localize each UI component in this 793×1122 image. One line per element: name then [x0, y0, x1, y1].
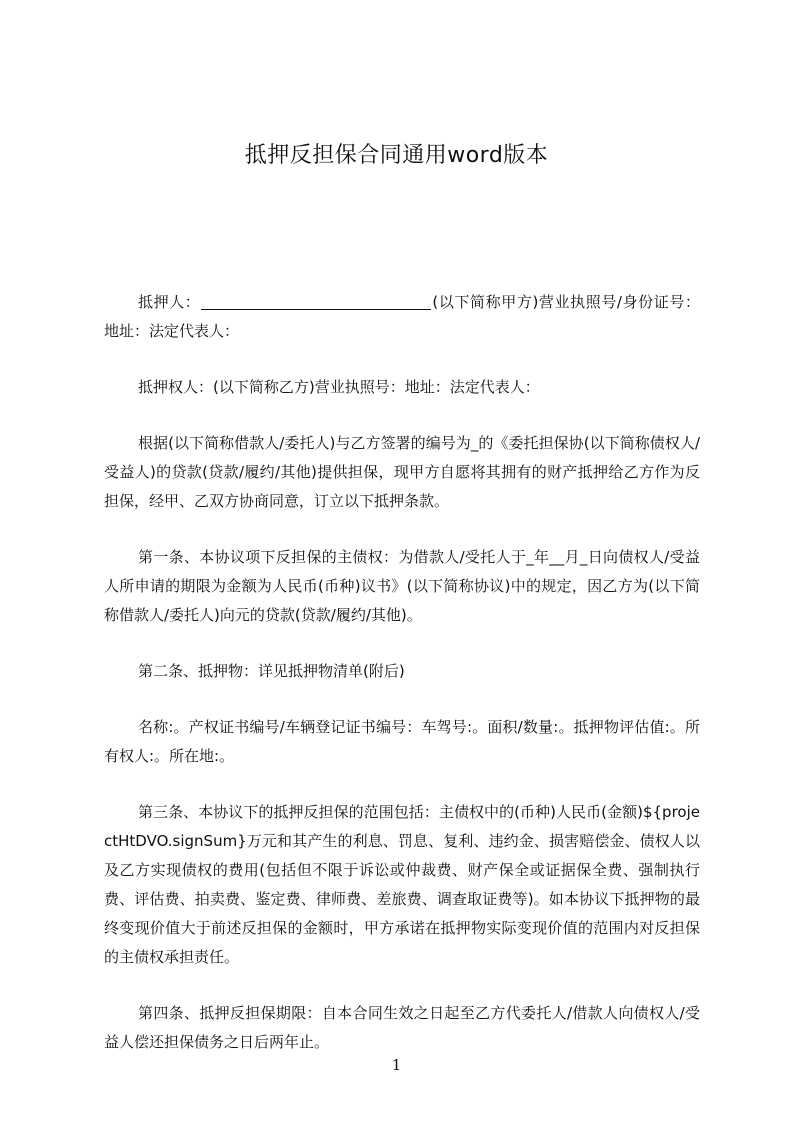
- page-number: 1: [391, 1056, 402, 1074]
- paragraph-article-1: 第一条、本协议项下反担保的主债权：为借款人/受托人于_年__月_日向债权人/受益人所申请的期限为金额为人民币(币种)议书》(以下简称协议)中的规定，因乙方为(以下简称借款人/委托人)向元的贷款(贷款/履约/其他)。: [104, 548, 700, 624]
- paragraph-article-3: 第三条、本协议下的抵押反担保的范围包括：主债权中的(币种)人民币(金额)${projectHtDVO.signSum}万元和其产生的利息、罚息、复利、违约金、损害赔偿金、债权人以及乙方实现债权的费用(包括但不限于诉讼或仲裁费、财产保全或证据保全费、强制执行费、评估费、拍卖费、鉴定费、律师费、差旅费、调查取证费等)。如本协议下抵押物的最终变现价值大于前述反担保的金额时，甲方承诺在抵押物实际变现价值的范围内对反担保的主债权承担责任。: [104, 803, 700, 966]
- paragraph-mortgagor: [104, 288, 700, 346]
- paragraph-mortgagee: 抵押权人：(以下简称乙方)营业执照号：地址：法定代表人：: [138, 378, 540, 396]
- mortgagor-label: 抵押人：: [138, 293, 201, 311]
- document-title: 抵押反担保合同通用word版本: [244, 143, 549, 168]
- paragraph-preamble: 根据(以下简称借款人/委托人)与乙方签署的编号为_的《委托担保协(以下简称债权人/受益人)的贷款(贷款/履约/其他)提供担保，现甲方自愿将其拥有的财产抵押给乙方作为反担保，经甲、乙双方协商同意，订立以下抵押条款。: [104, 434, 700, 510]
- paragraph-collateral-details: 名称:。产权证书编号/车辆登记证书编号：车驾号:。面积/数量:。抵押物评估值:。所有权人:。所在地:。: [104, 718, 700, 765]
- paragraph-article-4: 第四条、抵押反担保期限：自本合同生效之日起至乙方代委托人/借款人向债权人/受益人偿还担保债务之日后两年止。: [104, 1004, 700, 1051]
- paragraph-article-2: 第二条、抵押物：详见抵押物清单(附后): [138, 662, 405, 680]
- mortgagor-details: (以下简称甲方)营业执照号/身份证号：地址：法定代表人：: [104, 293, 700, 340]
- document-body: [104, 288, 700, 1084]
- mortgagor-name-blank: [201, 291, 431, 310]
